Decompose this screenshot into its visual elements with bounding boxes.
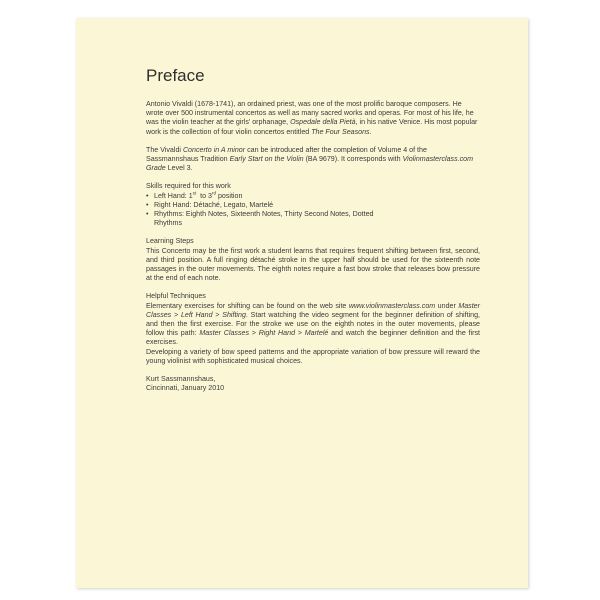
text-span: can be introduced after the completion of Volume 4 of the Sassmannshaus Tradition	[146, 145, 427, 164]
page-title: Preface	[146, 66, 205, 85]
list-item	[146, 192, 480, 201]
italic-span: Master Classes > Right Hand > Martelé	[199, 329, 329, 338]
text-span: Rhythms: Eighth Notes, Sixteenth Notes, Thirty Second Notes, Dotted	[154, 210, 374, 219]
skills-heading: Skills required for this work	[146, 182, 231, 191]
text-span: .	[369, 127, 372, 136]
helpful-paragraph-2: Developing a variety of bow speed patterns and the appropriate variation of bow pressure will reward the young violinist with sophisticated musical choices.	[146, 347, 480, 365]
learning-heading: Learning Steps	[146, 237, 194, 246]
page-content	[146, 66, 480, 393]
italic-span: Concerto in A minor	[182, 145, 246, 154]
text-span: position	[215, 191, 243, 200]
helpful-paragraph	[146, 302, 480, 348]
document-page	[76, 18, 528, 588]
learning-paragraph: This Concerto may be the first work a student learns that requires frequent shifting between first, second, and third position. A full ringing détaché stroke in the upper half should be used for the sixteenth note passages in the outer movements. The eighth notes require a fast bow stroke that releases bow pressure at the end of each note.	[146, 246, 480, 283]
list-item: • Right Hand: Détaché, Legato, Martelé	[146, 201, 480, 210]
helpful-heading: Helpful Techniques	[146, 292, 206, 301]
superscript: st	[192, 190, 197, 196]
text-span: (BA 9679). It corresponds with	[303, 155, 403, 164]
italic-span: Early Start on the Violin	[229, 155, 304, 164]
italic-span: Violinmasterclass.com Grade	[146, 155, 473, 173]
text-span: Antonio Vivaldi (1678-1741), an ordained priest, was one of the most prolific baroque composers. He wrote over 500 instrumental concertos as well as many sacred works and operas. For most of his life, he was the violin teacher at the girls' orphanage,	[146, 100, 474, 127]
signature-name: Kurt Sassmannshaus,	[146, 375, 216, 384]
signature-place-date: Cincinnati, January 2010	[146, 384, 225, 393]
concerto-paragraph	[146, 146, 480, 174]
italic-span: Ospedale della Pietà	[290, 118, 356, 127]
italic-span: The Four Seasons	[311, 127, 370, 136]
text-span: , in his native Venice. His most popular work is the collection of four violin concertos entitled	[146, 118, 478, 136]
text-span: The Vivaldi	[146, 145, 183, 154]
text-span: and watch the beginner definition and the first exercises.	[146, 329, 480, 347]
superscript: rd	[211, 190, 216, 196]
text-span: Elementary exercises for shifting can be found on the web site	[146, 301, 347, 310]
text-span: Left Hand: 1	[154, 191, 193, 200]
list-item	[146, 210, 480, 228]
text-span: Level 3.	[165, 164, 193, 173]
website-link[interactable]: www.violinmasterclass.com	[348, 301, 436, 310]
text-span: Rhythms	[154, 219, 182, 228]
text-span: . Start watching the video segment for the beginner definition of shifting, and then the first exercise. For the stroke we use on the eighth notes in the outer movements, please follow this path:	[146, 310, 480, 338]
text-span: under	[435, 301, 459, 310]
text-span: to 3	[196, 191, 212, 200]
intro-paragraph	[146, 100, 480, 137]
italic-span: Master Classes > Left Hand > Shifting	[146, 301, 480, 319]
skills-list	[146, 192, 480, 229]
